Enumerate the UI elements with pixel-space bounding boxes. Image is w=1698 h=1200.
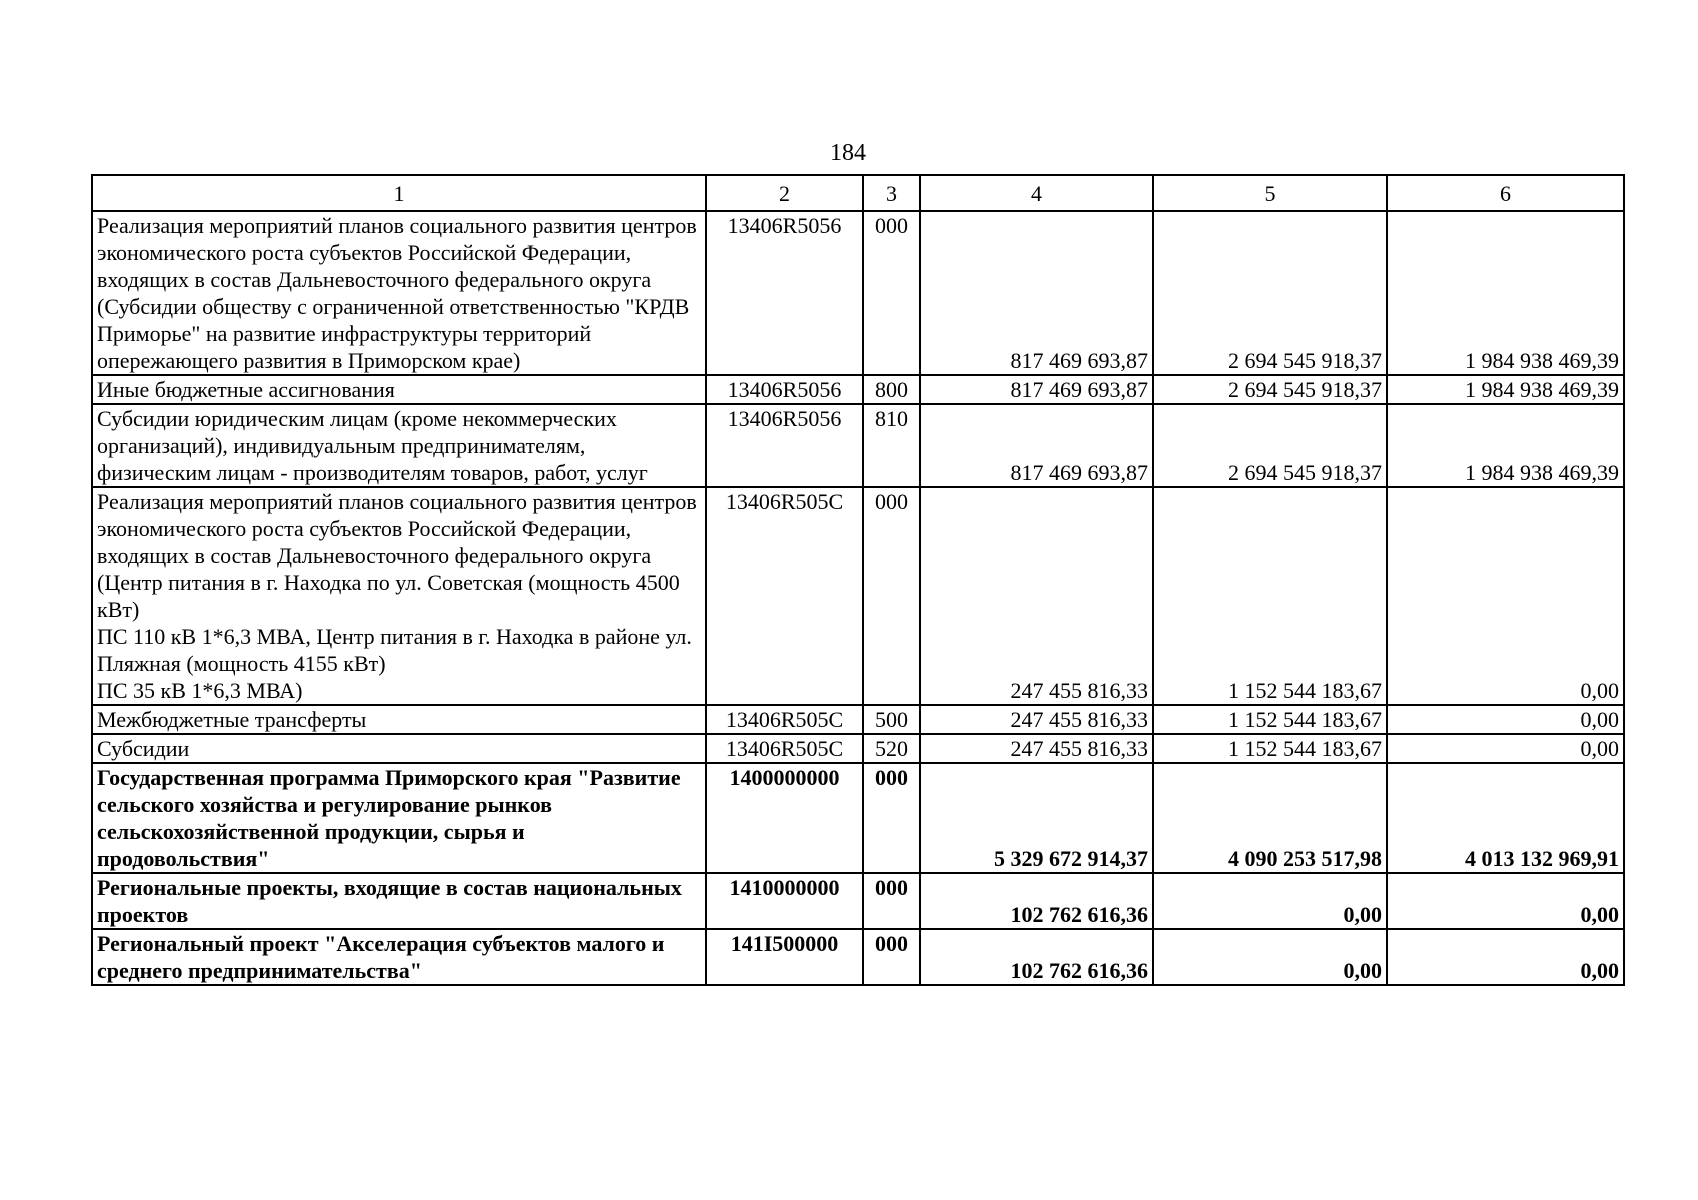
row-amount-col5-cell: 2 694 545 918,37 [1153, 211, 1387, 375]
row-amount-col6-cell: 0,00 [1387, 487, 1624, 705]
row-name-cell: Региональный проект "Акселерация субъектов малого и среднего предпринимательства" [92, 929, 706, 985]
row-amount-col6-cell: 4 013 132 969,91 [1387, 763, 1624, 873]
row-amount-col5-cell: 4 090 253 517,98 [1153, 763, 1387, 873]
row-code-cell: 13406R5056 [706, 211, 863, 375]
row-amount-col5-cell: 2 694 545 918,37 [1153, 375, 1387, 404]
table-row [92, 929, 1624, 985]
row-kvr-cell: 000 [863, 763, 920, 873]
row-amount-col5-cell: 0,00 [1153, 873, 1387, 929]
row-name-cell: Региональные проекты, входящие в состав национальных проектов [92, 873, 706, 929]
table-header-row [92, 175, 1624, 211]
row-amount-col6-cell: 1 984 938 469,39 [1387, 211, 1624, 375]
row-code-cell: 13406R505C [706, 487, 863, 705]
row-amount-col4-cell: 247 455 816,33 [920, 487, 1153, 705]
table-row [92, 873, 1624, 929]
row-name-cell: Субсидии юридическим лицам (кроме некоммерческих организаций), индивидуальным предпринимателям, физическим лицам - производителям товаров, работ, услуг [92, 404, 706, 487]
row-amount-col4-cell: 247 455 816,33 [920, 734, 1153, 763]
row-amount-col5-cell: 1 152 544 183,67 [1153, 705, 1387, 734]
table-row [92, 705, 1624, 734]
table-row [92, 763, 1624, 873]
row-amount-col6-cell: 1 984 938 469,39 [1387, 404, 1624, 487]
column-header: 4 [920, 175, 1153, 211]
row-name-cell: Реализация мероприятий планов социального развития центров экономического роста субъектов Российской Федерации, входящих в состав Дальневосточного федерального округа (Субсидии обществу с ограниченной ответственностью "КРДВ Приморье" на развитие инфраструктуры территорий опережающего развития в Приморском крае) [92, 211, 706, 375]
row-kvr-cell: 520 [863, 734, 920, 763]
row-kvr-cell: 000 [863, 873, 920, 929]
row-amount-col5-cell: 0,00 [1153, 929, 1387, 985]
page-number: 184 [830, 140, 866, 166]
row-name-cell: Межбюджетные трансферты [92, 705, 706, 734]
row-code-cell: 1400000000 [706, 763, 863, 873]
row-code-cell: 13406R5056 [706, 375, 863, 404]
row-name-cell: Субсидии [92, 734, 706, 763]
row-amount-col4-cell: 817 469 693,87 [920, 375, 1153, 404]
table-row [92, 375, 1624, 404]
row-amount-col6-cell: 0,00 [1387, 734, 1624, 763]
column-header: 2 [706, 175, 863, 211]
table-row [92, 734, 1624, 763]
row-code-cell: 13406R5056 [706, 404, 863, 487]
row-amount-col4-cell: 102 762 616,36 [920, 929, 1153, 985]
table-row [92, 404, 1624, 487]
row-amount-col6-cell: 0,00 [1387, 929, 1624, 985]
row-amount-col4-cell: 5 329 672 914,37 [920, 763, 1153, 873]
table-row [92, 211, 1624, 375]
row-code-cell: 141I500000 [706, 929, 863, 985]
column-header: 5 [1153, 175, 1387, 211]
row-name-cell: Государственная программа Приморского края "Развитие сельского хозяйства и регулирование рынков сельскохозяйственной продукции, сырья и продовольствия" [92, 763, 706, 873]
row-amount-col4-cell: 817 469 693,87 [920, 211, 1153, 375]
table-row [92, 487, 1624, 705]
column-header: 1 [92, 175, 706, 211]
row-amount-col4-cell: 247 455 816,33 [920, 705, 1153, 734]
row-kvr-cell: 000 [863, 211, 920, 375]
row-kvr-cell: 800 [863, 375, 920, 404]
row-amount-col4-cell: 817 469 693,87 [920, 404, 1153, 487]
row-name-cell: Иные бюджетные ассигнования [92, 375, 706, 404]
row-code-cell: 1410000000 [706, 873, 863, 929]
row-name-cell: Реализация мероприятий планов социального развития центров экономического роста субъектов Российской Федерации, входящих в состав Дальневосточного федерального округа (Центр питания в г. Находка по ул. Советская (мощность 4500 кВт) ПС 110 кВ 1*6,3 МВА, Центр питания в г. Находка в районе ул. Пляжная (мощность 4155 кВт) ПС 35 кВ 1*6,3 МВА) [92, 487, 706, 705]
row-amount-col5-cell: 1 152 544 183,67 [1153, 487, 1387, 705]
row-amount-col5-cell: 1 152 544 183,67 [1153, 734, 1387, 763]
column-header: 3 [863, 175, 920, 211]
row-kvr-cell: 000 [863, 929, 920, 985]
row-amount-col4-cell: 102 762 616,36 [920, 873, 1153, 929]
row-code-cell: 13406R505C [706, 734, 863, 763]
column-header: 6 [1387, 175, 1624, 211]
row-kvr-cell: 810 [863, 404, 920, 487]
row-amount-col6-cell: 0,00 [1387, 873, 1624, 929]
row-kvr-cell: 500 [863, 705, 920, 734]
row-amount-col5-cell: 2 694 545 918,37 [1153, 404, 1387, 487]
row-kvr-cell: 000 [863, 487, 920, 705]
row-amount-col6-cell: 1 984 938 469,39 [1387, 375, 1624, 404]
budget-table [91, 174, 1625, 986]
row-amount-col6-cell: 0,00 [1387, 705, 1624, 734]
row-code-cell: 13406R505C [706, 705, 863, 734]
